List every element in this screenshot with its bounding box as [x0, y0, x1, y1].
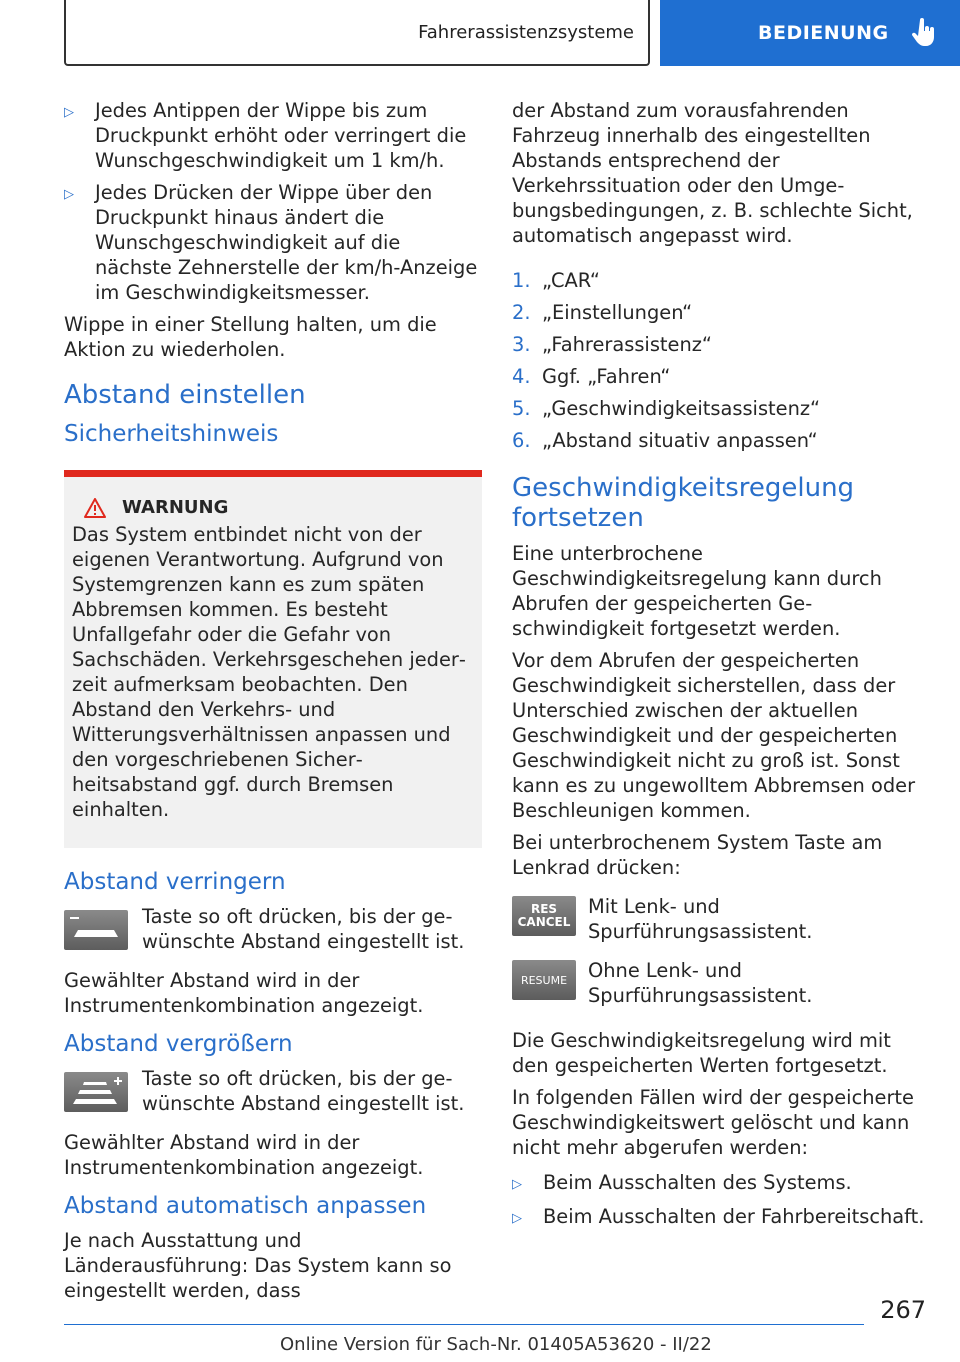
paragraph: Gewählter Abstand wird in der Instrumentenkombination angezeigt.: [64, 1131, 424, 1179]
left-column: [64, 98, 482, 1310]
step-number: 6.: [512, 429, 531, 452]
step-number: 2.: [512, 301, 531, 324]
list-item: [64, 98, 482, 173]
list-item: [512, 1204, 930, 1231]
right-column: [512, 98, 930, 1238]
vergroessern-text: Taste so oft drücken, bis der gewünschte Abstand eingestellt ist.: [142, 1067, 465, 1115]
list-item: [512, 332, 930, 357]
heading-geschwindigkeitsregelung-fortsetzen: Geschwindigkeitsregelung fortsetzen: [512, 473, 855, 533]
step-text: Ggf. „Fahren“: [542, 365, 671, 388]
distance-decrease-button-image: [64, 910, 128, 950]
distance-bars-icon: [64, 910, 128, 950]
step-text: „Fahrerassistenz“: [542, 333, 712, 356]
heading-sicherheitshinweis: Sicherheitshinweis: [64, 421, 279, 447]
resume-row: [512, 958, 930, 1008]
footer-text: Online Version für Sach-Nr. 01405A53620 - II/22: [280, 1334, 712, 1355]
list-item: [512, 1170, 930, 1197]
bullet-text: Jedes Drücken der Wippe über den Druckpunkt hinaus ändert die Wunschgeschwindigkeit auf die nächste Zehnerstelle der km/h-Anzeige im Geschwindigkeitsmesser.: [95, 181, 478, 304]
heading-abstand-einstellen: Abstand einstellen: [64, 380, 306, 410]
step-text: „Einstellungen“: [542, 301, 693, 324]
triangle-bullet-icon: ▷: [512, 1211, 522, 1226]
cancel-label: CANCEL: [517, 915, 571, 929]
warning-title: [72, 495, 474, 520]
resume-button-image: [512, 960, 576, 1000]
header-section: [64, 0, 650, 66]
distance-bars-plus-icon: [64, 1072, 128, 1112]
triangle-bullet-icon: ▷: [512, 1177, 522, 1192]
heading-abstand-verringern: Abstand verringern: [64, 869, 286, 895]
step-text: „CAR“: [542, 269, 600, 292]
paragraph: Wippe in einer Stellung halten, um die Aktion zu wiederholen.: [64, 313, 437, 361]
step-number: 1.: [512, 269, 531, 292]
vergroessern-row: [64, 1066, 482, 1116]
res-cancel-text: Mit Lenk- und Spurführungsassistent.: [588, 895, 813, 943]
footer-divider: [64, 1324, 864, 1325]
header-chapter: [660, 0, 960, 66]
paragraph: Vor dem Abrufen der gespeicherten Geschwindigkeit sicherstellen, dass der Unterschied zwischen der aktuellen Geschwindigkeit und der gespeicherten Geschwindigkeit nicht zu groß ist. Sonst kann es zu ungewolltem Abbremsen oder Beschleunigen kommen.: [512, 649, 916, 822]
triangle-bullet-icon: ▷: [64, 105, 74, 120]
paragraph: Gewählter Abstand wird in der Instrumentenkombination angezeigt.: [64, 969, 424, 1017]
header-chapter-title: BEDIENUNG: [758, 22, 889, 44]
warning-text: Das System entbindet nicht von der eigenen Verantwortung. Aufgrund von Systemgrenzen kann es zum späten Abbremsen kommen. Es besteht Unfallgefahr oder die Gefahr von Sachschäden. Verkehrsgeschehen jederzeit aufmerksam beobachten. Den Abstand den Verkehrs- und Witterungsverhältnissen anpassen und den vorgeschriebenen Sicherheitsabstand ggf. durch Bremsen einhalten.: [72, 523, 466, 821]
paragraph: In folgenden Fällen wird der gespeicherte Geschwindigkeitswert gelöscht und kann nicht mehr abgerufen werden:: [512, 1086, 914, 1159]
list-item: [512, 396, 930, 421]
list-item: [512, 364, 930, 389]
steps-list: [512, 268, 930, 453]
triangle-bullet-icon: ▷: [64, 187, 74, 202]
res-cancel-button-image: [512, 896, 576, 936]
bullet-text: Beim Ausschalten des Systems.: [543, 1171, 852, 1194]
page-number: 267: [880, 1296, 926, 1324]
list-item: [64, 180, 482, 305]
list-item: [512, 300, 930, 325]
step-number: 5.: [512, 397, 531, 420]
bullet-text: Jedes Antippen der Wippe bis zum Druckpunkt erhöht oder verringert die Wunschgeschwindigkeit um 1 km/h.: [95, 99, 467, 172]
res-cancel-row: [512, 894, 930, 944]
header-section-title: Fahrerassistenzsysteme: [418, 21, 634, 43]
step-text: „Abstand situativ anpassen“: [542, 429, 818, 452]
res-label: RES: [530, 902, 558, 916]
paragraph: Bei unterbrochenem System Taste am Lenkrad drücken:: [512, 831, 883, 879]
warning-triangle-icon: [84, 498, 106, 518]
warning-box: [64, 470, 482, 848]
resume-label: RESUME: [520, 973, 568, 987]
paragraph: Eine unterbrochene Geschwindigkeitsregelung kann durch Abrufen der gespeicherten Geschwindigkeit fortgesetzt werden.: [512, 542, 882, 640]
bullet-text: Beim Ausschalten der Fahrbereitschaft.: [543, 1205, 925, 1228]
list-item: [512, 268, 930, 293]
paragraph: Je nach Ausstattung und Länderausführung: Das System kann so eingestellt werden, dass: [64, 1229, 452, 1302]
paragraph: Die Geschwindigkeitsregelung wird mit den gespeicherten Werten fortgesetzt.: [512, 1029, 891, 1077]
heading-abstand-vergroessern: Abstand vergrößern: [64, 1031, 293, 1057]
list-item: [512, 428, 930, 453]
verringern-row: [64, 904, 482, 954]
step-number: 4.: [512, 365, 531, 388]
paragraph: der Abstand zum vorausfahrenden Fahrzeug innerhalb des eingestellten Abstands entsprechend der Verkehrssituation oder den Umgebungsbedingungen, z. B. schlechte Sicht, automatisch angepasst wird.: [512, 99, 913, 247]
step-text: „Geschwindigkeitsassistenz“: [542, 397, 821, 420]
verringern-text: Taste so oft drücken, bis der gewünschte Abstand eingestellt ist.: [142, 905, 465, 953]
warning-label: WARNUNG: [122, 497, 229, 518]
heading-abstand-automatisch: Abstand automatisch anpassen: [64, 1193, 427, 1219]
resume-text: Ohne Lenk- und Spurführungsassistent.: [588, 959, 813, 1007]
distance-increase-button-image: [64, 1072, 128, 1112]
step-number: 3.: [512, 333, 531, 356]
hand-pointer-icon: [911, 18, 937, 48]
